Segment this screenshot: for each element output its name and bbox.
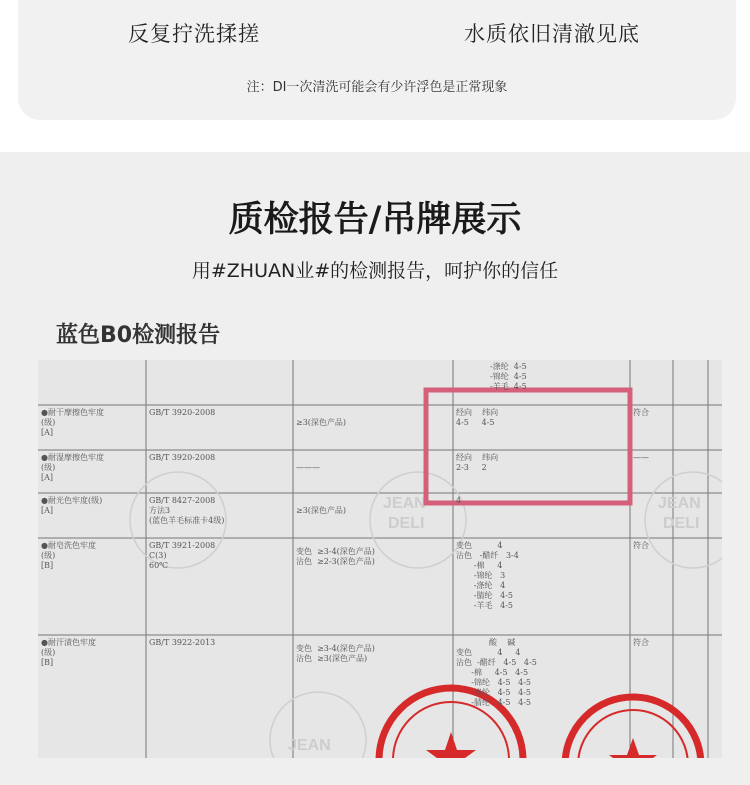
report-cell-item: ●耐湿摩擦色牢度 (级) [A] (41, 453, 104, 482)
section-subtitle: 用#ZHUAN业#的检测报告，呵护你的信任 (191, 260, 559, 282)
report-cell-verdict: —— (633, 453, 649, 462)
report-heading: 蓝色B0检测报告 (56, 323, 221, 348)
report-cell-standard: GB/T 3920-2008 (149, 453, 216, 462)
report-scan (38, 360, 722, 758)
report-cell-result: 变色 4 沾色 -醋纤 3-4 -棉 4 -锦纶 3 -涤纶 4 -腈纶 4-5 -羊毛 4-5 (456, 541, 519, 610)
report-cell-result: 4 (456, 496, 462, 505)
report-cell-item: ●耐汗渍色牢度 (级) [B] (41, 638, 96, 667)
report-cell-standard: GB/T 3921-2008 C(3) 60℃ (149, 541, 216, 570)
wash-left-label: 反复拧洗揉搓 (128, 22, 260, 46)
wash-demo-card (18, 0, 736, 120)
report-cell-standard: GB/T 8427-2008 方法3 (蓝色羊毛标准卡4级) (149, 496, 225, 525)
watermark-text: JEAN (383, 495, 426, 512)
watermark-text: DELI (663, 515, 700, 532)
report-cell-item: ●耐光色牢度(级) [A] (41, 496, 103, 515)
report-table-grid (38, 360, 722, 758)
report-cell-result: 酸 碱 变色 4 4 沾色 -醋纤 4-5 4-5 -棉 4-5 4-5 -锦纶 4-5 4-5 -涤纶 4-5 4-5 -腈纶 4-5 4-5 (456, 638, 537, 707)
report-cell-requirement: ——— (296, 463, 320, 472)
watermark-text: JEAN (658, 495, 701, 512)
watermark-text: JEAN (288, 737, 331, 754)
wash-note: 注：DI一次清洗可能会有少许浮色是正常现象 (246, 80, 508, 95)
report-cell-requirement: ≥3(深色产品) (296, 506, 347, 515)
watermark-text: DELI (388, 515, 425, 532)
report-cell-requirement: 变色 ≥3-4(深色产品) 沾色 ≥3(深色产品) (296, 644, 375, 663)
report-cell-verdict: 符合 (633, 408, 649, 417)
report-cell-item: ●耐皂洗色牢度 (级) [B] (41, 541, 96, 570)
wash-right-label: 水质依旧清澈见底 (464, 22, 640, 46)
quality-report-section (0, 152, 750, 785)
report-cell-result: 经向 纬向 4-5 4-5 (456, 408, 499, 427)
highlight-box (426, 390, 630, 503)
report-cell-requirement: ≥3(深色产品) (296, 418, 347, 427)
report-cell-item: ●耐干摩擦色牢度 (级) [A] (41, 408, 104, 437)
report-cell-verdict: 符合 (633, 638, 649, 647)
report-cell-standard: GB/T 3922-2013 (149, 638, 216, 647)
report-cell-standard: GB/T 3920-2008 (149, 408, 216, 417)
report-cell-result: 经向 纬向 2-3 2 (456, 453, 499, 472)
report-cell-verdict: 符合 (633, 541, 649, 550)
section-title: 质检报告/吊牌展示 (228, 199, 522, 240)
report-cell-requirement: 变色 ≥3-4(深色产品) 沾色 ≥2-3(深色产品) (296, 547, 375, 566)
report-top-result-cell: -涤纶 4-5 -锦纶 4-5 -羊毛 4-5 (490, 362, 527, 391)
inspection-stamp-right (565, 697, 701, 758)
